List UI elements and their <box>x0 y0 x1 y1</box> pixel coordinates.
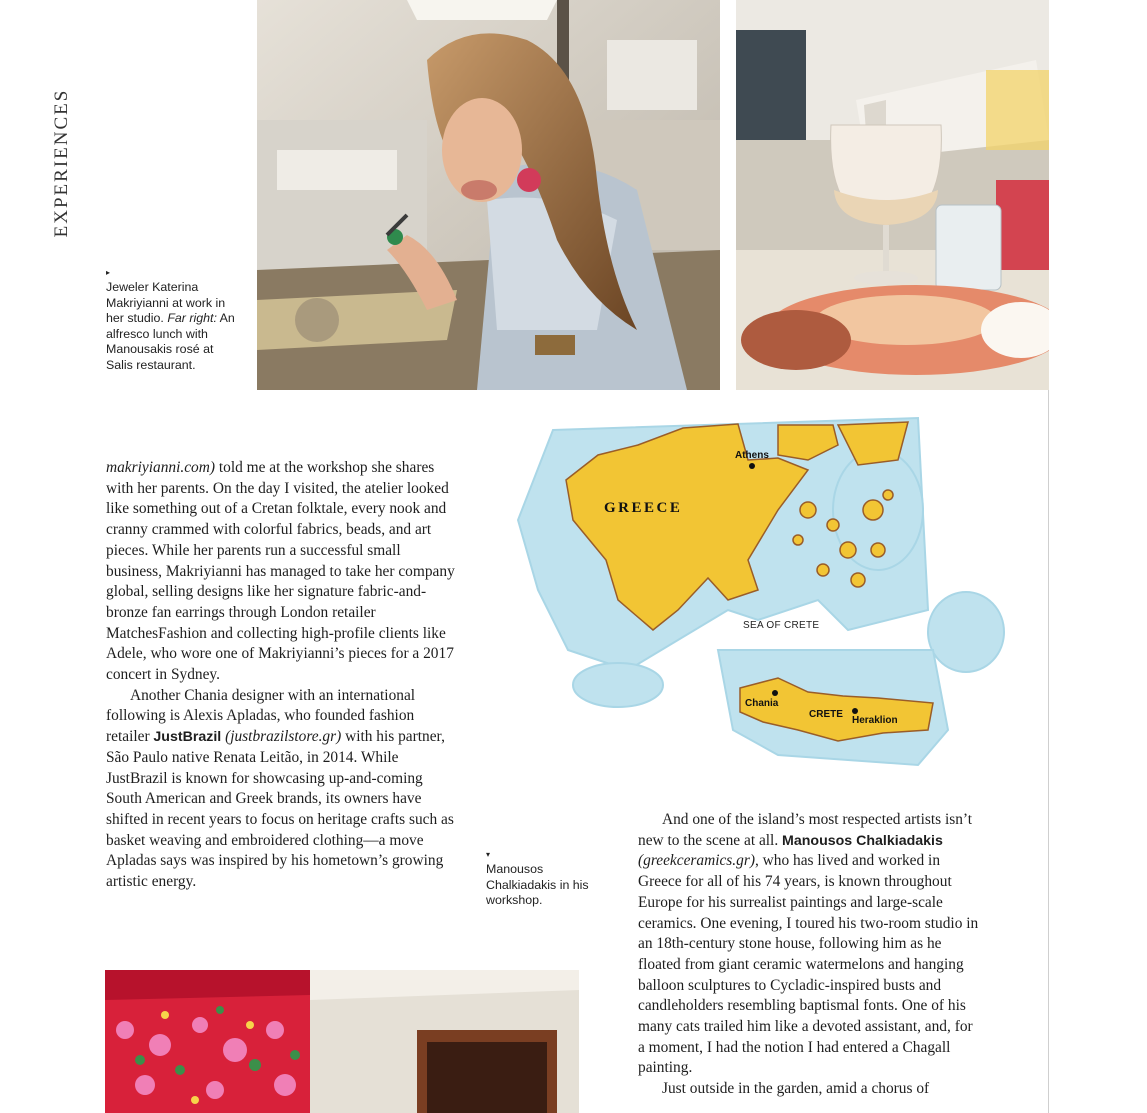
caption-text: Manousos Chalkiadakis in his workshop. <box>486 862 589 907</box>
wine-lunch-illustration <box>736 0 1049 390</box>
paragraph: makriyianni.com) told me at the workshop she shares with her parents. On the day I visited, the atelier looked like something out of a Cretan folktale, every nook and cranny crammed with colorful fabrics, beads, and art pieces. While her parents run a successful small business, Makriyianni has managed to take her company global, selling designs like her signature fabric-and-bronze fan earrings through London retailer MatchesFashion and collecting high-profile clients like Adele, who wore one of Makriyianni’s pieces for a 2017 concert in Sydney. <box>106 459 455 684</box>
map-label-chania: Chania <box>745 698 779 709</box>
link-text: makriyianni.com) <box>106 459 215 476</box>
link-text: (justbrazilstore.gr) <box>221 728 342 746</box>
jeweler-photo-illustration <box>257 0 720 390</box>
workshop-photo <box>105 970 579 1113</box>
caption-far-right-label: Far right: <box>167 311 217 325</box>
map-label-sea-of-crete: SEA OF CRETE <box>743 620 820 631</box>
map-label-athens: Athens <box>735 450 769 461</box>
wine-lunch-photo <box>736 0 1049 390</box>
article-column-2 <box>638 810 980 1100</box>
article-column-1 <box>106 458 458 893</box>
bold-name: Manousos Chalkiadakis <box>782 832 943 849</box>
greece-map <box>478 400 1038 800</box>
caption-arrow-icon: ▸ <box>106 268 111 277</box>
section-label: EXPERIENCES <box>51 88 72 237</box>
map-label-greece: GREECE <box>604 500 683 516</box>
map-label-heraklion: Heraklion <box>852 715 898 726</box>
photo-caption-mid <box>486 850 596 909</box>
map-label-crete: CRETE <box>809 709 843 720</box>
paragraph: Just outside in the garden, amid a chorus of <box>662 1080 930 1098</box>
workshop-photo-illustration <box>105 970 579 1113</box>
caption-arrow-down-icon: ▾ <box>486 850 491 859</box>
caption-text-2: An alfresco lunch with Manousakis rosé at Salis restaurant. <box>106 311 235 372</box>
caption-text: Jeweler Katerina Makriyianni at work in her studio. <box>106 280 226 325</box>
paragraph: Another Chania designer with an international following is Alexis Apladas, who founded fashion retailer JustBrazil (justbrazilstore.gr) with his partner, São Paulo native Renata Leitão, in 2014. While JustBrazil is known for showcasing up-and-coming South American and Greek brands, its owners have shifted in recent years to focus on heritage crafts such as basket weaving and embroidered clothing—a move Apladas says was inspired by his hometown’s growing artistic energy. <box>106 686 454 891</box>
jeweler-photo <box>257 0 720 390</box>
photo-caption-top <box>106 268 236 373</box>
bold-name: JustBrazil <box>153 729 222 746</box>
paragraph: And one of the island’s most respected artists isn’t new to the scene at all. Manousos Chalkiadakis (greekceramics.gr), who has lived and worked in Greece for all of his 74 years, is known throughout Europe for his surrealist paintings and large-scale ceramics. One evening, I toured his two-room studio in an 18th-century stone house, following him as he floated from giant ceramic watermelons and hanging balloon sculptures to Cycladic-inspired busts and candleholders resembling baptismal fonts. One of his many cats trailed him like a devoted assistant, and, for a moment, I had the notion I had entered a Chagall painting. <box>638 811 979 1077</box>
link-text: (greekceramics.gr) <box>638 852 755 870</box>
